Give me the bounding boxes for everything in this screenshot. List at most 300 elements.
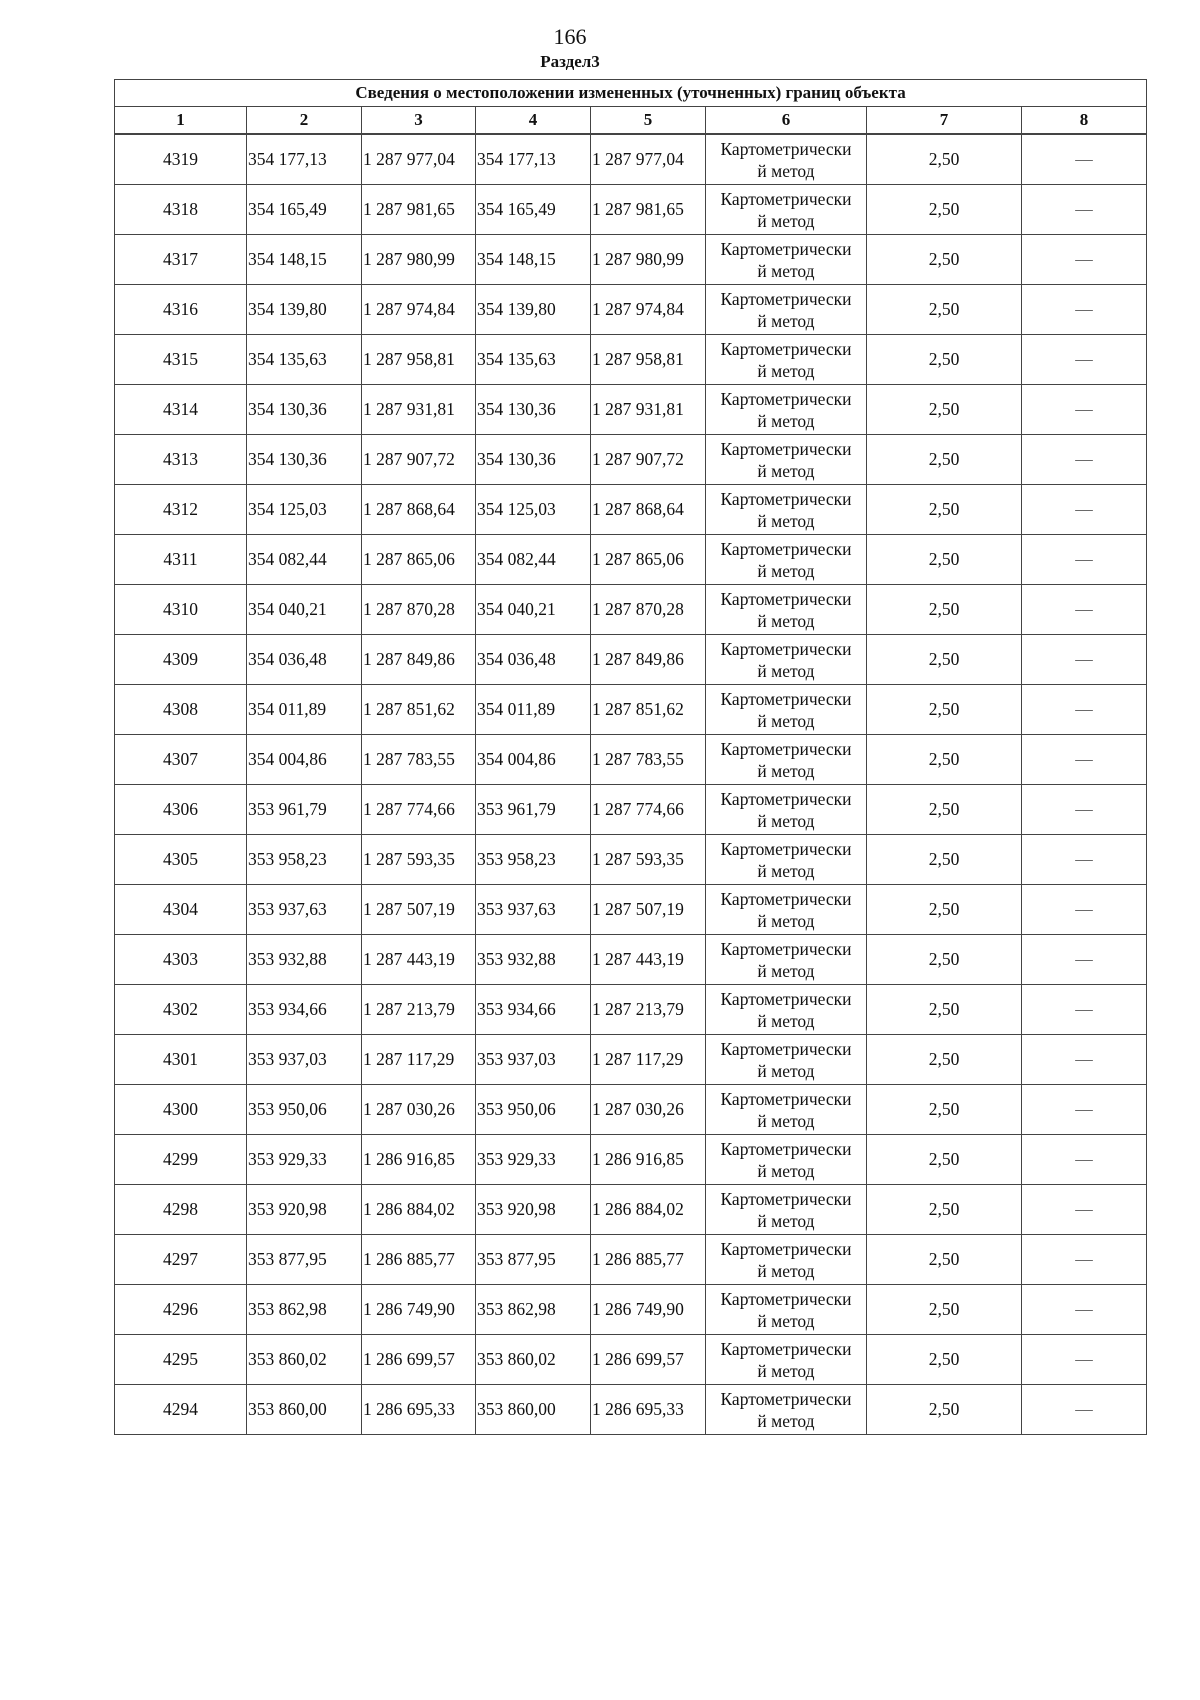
method-line-1: Картометрически [720, 938, 852, 959]
y-refined-cell: 1 287 507,19 [591, 885, 706, 935]
accuracy-cell: 2,50 [867, 835, 1022, 885]
column-number: 3 [362, 107, 476, 135]
x-refined-cell: 354 130,36 [476, 385, 591, 435]
point-number-cell: 4310 [115, 585, 247, 635]
accuracy-cell: 2,50 [867, 685, 1022, 735]
accuracy-cell: 2,50 [867, 1035, 1022, 1085]
method-line-2: й метод [757, 160, 815, 181]
method-line-2: й метод [757, 310, 815, 331]
method-line-1: Картометрически [720, 1088, 852, 1109]
y-existing-cell: 1 287 851,62 [362, 685, 476, 735]
method-line-1: Картометрически [720, 738, 852, 759]
note-cell: — [1022, 1335, 1147, 1385]
method-line-1: Картометрически [720, 788, 852, 809]
note-cell: — [1022, 835, 1147, 885]
y-existing-cell: 1 287 030,26 [362, 1085, 476, 1135]
note-cell: — [1022, 585, 1147, 635]
note-cell: — [1022, 435, 1147, 485]
method-line-1: Картометрически [720, 188, 852, 209]
method-line-2: й метод [757, 810, 815, 831]
x-refined-cell: 354 036,48 [476, 635, 591, 685]
column-number: 1 [115, 107, 247, 135]
y-refined-cell: 1 286 749,90 [591, 1285, 706, 1335]
table-row [115, 885, 1147, 935]
method-line-2: й метод [757, 1010, 815, 1031]
method-cell [706, 134, 867, 185]
point-number-cell: 4298 [115, 1185, 247, 1235]
method-cell [706, 1385, 867, 1435]
point-number-cell: 4295 [115, 1335, 247, 1385]
column-number: 8 [1022, 107, 1147, 135]
column-number: 4 [476, 107, 591, 135]
y-refined-cell: 1 287 213,79 [591, 985, 706, 1035]
x-refined-cell: 353 958,23 [476, 835, 591, 885]
note-cell: — [1022, 134, 1147, 185]
y-existing-cell: 1 287 977,04 [362, 134, 476, 185]
y-refined-cell: 1 287 117,29 [591, 1035, 706, 1085]
y-refined-cell: 1 287 851,62 [591, 685, 706, 735]
column-number: 5 [591, 107, 706, 135]
y-existing-cell: 1 286 695,33 [362, 1385, 476, 1435]
x-existing-cell: 354 148,15 [247, 235, 362, 285]
method-line-2: й метод [757, 260, 815, 281]
x-existing-cell: 353 937,03 [247, 1035, 362, 1085]
y-existing-cell: 1 287 907,72 [362, 435, 476, 485]
y-existing-cell: 1 287 870,28 [362, 585, 476, 635]
note-cell: — [1022, 285, 1147, 335]
y-refined-cell: 1 287 593,35 [591, 835, 706, 885]
note-cell: — [1022, 1085, 1147, 1135]
note-cell: — [1022, 1185, 1147, 1235]
method-line-1: Картометрически [720, 1388, 852, 1409]
method-cell [706, 385, 867, 435]
method-cell [706, 1035, 867, 1085]
y-existing-cell: 1 286 885,77 [362, 1235, 476, 1285]
y-refined-cell: 1 287 774,66 [591, 785, 706, 835]
method-line-2: й метод [757, 760, 815, 781]
accuracy-cell: 2,50 [867, 235, 1022, 285]
table-row [115, 535, 1147, 585]
x-refined-cell: 354 082,44 [476, 535, 591, 585]
point-number-cell: 4304 [115, 885, 247, 935]
method-cell [706, 735, 867, 785]
note-cell: — [1022, 685, 1147, 735]
table-row [115, 134, 1147, 185]
y-refined-cell: 1 287 783,55 [591, 735, 706, 785]
method-line-2: й метод [757, 560, 815, 581]
point-number-cell: 4303 [115, 935, 247, 985]
method-cell [706, 185, 867, 235]
note-cell: — [1022, 985, 1147, 1035]
method-cell [706, 1335, 867, 1385]
method-line-2: й метод [757, 510, 815, 531]
method-cell [706, 1235, 867, 1285]
method-line-1: Картометрически [720, 638, 852, 659]
note-cell: — [1022, 385, 1147, 435]
x-existing-cell: 353 961,79 [247, 785, 362, 835]
method-line-1: Картометрически [720, 538, 852, 559]
point-number-cell: 4301 [115, 1035, 247, 1085]
note-cell: — [1022, 735, 1147, 785]
x-existing-cell: 353 860,02 [247, 1335, 362, 1385]
table-row [115, 1135, 1147, 1185]
method-line-2: й метод [757, 860, 815, 881]
point-number-cell: 4308 [115, 685, 247, 735]
y-refined-cell: 1 287 030,26 [591, 1085, 706, 1135]
y-existing-cell: 1 287 213,79 [362, 985, 476, 1035]
y-refined-cell: 1 287 958,81 [591, 335, 706, 385]
x-existing-cell: 354 082,44 [247, 535, 362, 585]
y-existing-cell: 1 287 931,81 [362, 385, 476, 435]
method-cell [706, 435, 867, 485]
y-existing-cell: 1 287 981,65 [362, 185, 476, 235]
note-cell: — [1022, 1135, 1147, 1185]
method-line-1: Картометрически [720, 438, 852, 459]
y-refined-cell: 1 287 868,64 [591, 485, 706, 535]
table-row [115, 685, 1147, 735]
note-cell: — [1022, 935, 1147, 985]
y-existing-cell: 1 286 699,57 [362, 1335, 476, 1385]
x-existing-cell: 354 036,48 [247, 635, 362, 685]
column-number: 7 [867, 107, 1022, 135]
x-existing-cell: 354 139,80 [247, 285, 362, 335]
method-cell [706, 685, 867, 735]
x-refined-cell: 353 920,98 [476, 1185, 591, 1235]
y-refined-cell: 1 287 907,72 [591, 435, 706, 485]
table-row [115, 1235, 1147, 1285]
point-number-cell: 4313 [115, 435, 247, 485]
x-existing-cell: 353 860,00 [247, 1385, 362, 1435]
method-cell [706, 935, 867, 985]
x-existing-cell: 353 932,88 [247, 935, 362, 985]
x-existing-cell: 354 165,49 [247, 185, 362, 235]
method-line-2: й метод [757, 660, 815, 681]
x-refined-cell: 354 011,89 [476, 685, 591, 735]
point-number-cell: 4311 [115, 535, 247, 585]
note-cell: — [1022, 635, 1147, 685]
y-refined-cell: 1 286 916,85 [591, 1135, 706, 1185]
y-refined-cell: 1 287 443,19 [591, 935, 706, 985]
x-refined-cell: 353 937,63 [476, 885, 591, 935]
x-existing-cell: 353 950,06 [247, 1085, 362, 1135]
method-line-1: Картометрически [720, 138, 852, 159]
x-existing-cell: 353 862,98 [247, 1285, 362, 1335]
table-caption: Сведения о местоположении измененных (уточненных) границ объекта [115, 80, 1147, 107]
method-line-1: Картометрически [720, 1038, 852, 1059]
table-row [115, 1285, 1147, 1335]
x-existing-cell: 354 135,63 [247, 335, 362, 385]
y-existing-cell: 1 287 593,35 [362, 835, 476, 885]
method-cell [706, 635, 867, 685]
method-line-2: й метод [757, 210, 815, 231]
accuracy-cell: 2,50 [867, 385, 1022, 435]
x-refined-cell: 353 932,88 [476, 935, 591, 985]
method-cell [706, 1285, 867, 1335]
note-cell: — [1022, 1035, 1147, 1085]
y-existing-cell: 1 287 974,84 [362, 285, 476, 335]
method-line-2: й метод [757, 910, 815, 931]
y-existing-cell: 1 286 884,02 [362, 1185, 476, 1235]
method-cell [706, 1135, 867, 1185]
accuracy-cell: 2,50 [867, 435, 1022, 485]
page-number: 166 [553, 24, 587, 49]
point-number-cell: 4314 [115, 385, 247, 435]
point-number-cell: 4302 [115, 985, 247, 1035]
method-cell [706, 885, 867, 935]
table-row [115, 935, 1147, 985]
method-line-1: Картометрически [720, 588, 852, 609]
note-cell: — [1022, 785, 1147, 835]
y-refined-cell: 1 287 977,04 [591, 134, 706, 185]
method-cell [706, 485, 867, 535]
accuracy-cell: 2,50 [867, 885, 1022, 935]
x-refined-cell: 353 860,00 [476, 1385, 591, 1435]
point-number-cell: 4309 [115, 635, 247, 685]
method-line-1: Картометрически [720, 988, 852, 1009]
method-line-2: й метод [757, 410, 815, 431]
x-refined-cell: 354 125,03 [476, 485, 591, 535]
table-row [115, 1035, 1147, 1085]
table-row [115, 785, 1147, 835]
accuracy-cell: 2,50 [867, 335, 1022, 385]
x-refined-cell: 353 950,06 [476, 1085, 591, 1135]
method-line-1: Картометрически [720, 688, 852, 709]
table-row [115, 185, 1147, 235]
method-line-2: й метод [757, 1410, 815, 1431]
accuracy-cell: 2,50 [867, 1085, 1022, 1135]
table-row [115, 985, 1147, 1035]
method-cell [706, 1085, 867, 1135]
note-cell: — [1022, 1385, 1147, 1435]
y-existing-cell: 1 287 507,19 [362, 885, 476, 935]
x-existing-cell: 354 130,36 [247, 435, 362, 485]
x-existing-cell: 353 920,98 [247, 1185, 362, 1235]
x-refined-cell: 354 139,80 [476, 285, 591, 335]
point-number-cell: 4306 [115, 785, 247, 835]
x-existing-cell: 353 937,63 [247, 885, 362, 935]
x-refined-cell: 354 004,86 [476, 735, 591, 785]
y-existing-cell: 1 287 868,64 [362, 485, 476, 535]
y-existing-cell: 1 287 958,81 [362, 335, 476, 385]
table-row [115, 235, 1147, 285]
point-number-cell: 4319 [115, 134, 247, 185]
x-refined-cell: 354 177,13 [476, 134, 591, 185]
point-number-cell: 4296 [115, 1285, 247, 1335]
y-existing-cell: 1 286 916,85 [362, 1135, 476, 1185]
x-existing-cell: 353 958,23 [247, 835, 362, 885]
accuracy-cell: 2,50 [867, 185, 1022, 235]
method-line-2: й метод [757, 460, 815, 481]
y-refined-cell: 1 286 885,77 [591, 1235, 706, 1285]
method-line-2: й метод [757, 1210, 815, 1231]
method-line-1: Картометрически [720, 1288, 852, 1309]
method-line-2: й метод [757, 710, 815, 731]
x-refined-cell: 354 148,15 [476, 235, 591, 285]
method-cell [706, 335, 867, 385]
method-line-2: й метод [757, 360, 815, 381]
x-refined-cell: 354 130,36 [476, 435, 591, 485]
x-existing-cell: 354 004,86 [247, 735, 362, 785]
x-existing-cell: 354 125,03 [247, 485, 362, 535]
y-refined-cell: 1 287 974,84 [591, 285, 706, 335]
method-line-2: й метод [757, 1310, 815, 1331]
y-existing-cell: 1 287 783,55 [362, 735, 476, 785]
y-refined-cell: 1 286 884,02 [591, 1185, 706, 1235]
y-existing-cell: 1 287 443,19 [362, 935, 476, 985]
accuracy-cell: 2,50 [867, 985, 1022, 1035]
method-line-1: Картометрически [720, 488, 852, 509]
point-number-cell: 4317 [115, 235, 247, 285]
method-line-1: Картометрически [720, 1138, 852, 1159]
x-existing-cell: 354 130,36 [247, 385, 362, 435]
table-row [115, 1335, 1147, 1385]
table-row [115, 335, 1147, 385]
method-line-1: Картометрически [720, 338, 852, 359]
table-row [115, 1185, 1147, 1235]
point-number-cell: 4312 [115, 485, 247, 535]
method-cell [706, 985, 867, 1035]
accuracy-cell: 2,50 [867, 1135, 1022, 1185]
method-line-2: й метод [757, 1060, 815, 1081]
table-row [115, 635, 1147, 685]
accuracy-cell: 2,50 [867, 1285, 1022, 1335]
x-existing-cell: 354 177,13 [247, 134, 362, 185]
method-line-1: Картометрически [720, 388, 852, 409]
point-number-cell: 4294 [115, 1385, 247, 1435]
table-row [115, 435, 1147, 485]
accuracy-cell: 2,50 [867, 735, 1022, 785]
y-existing-cell: 1 287 849,86 [362, 635, 476, 685]
note-cell: — [1022, 1285, 1147, 1335]
x-existing-cell: 354 011,89 [247, 685, 362, 735]
accuracy-cell: 2,50 [867, 1235, 1022, 1285]
section-title: Раздел3 [540, 52, 600, 71]
x-refined-cell: 353 937,03 [476, 1035, 591, 1085]
method-cell [706, 235, 867, 285]
table-row [115, 735, 1147, 785]
note-cell: — [1022, 885, 1147, 935]
note-cell: — [1022, 235, 1147, 285]
point-number-cell: 4316 [115, 285, 247, 335]
method-line-1: Картометрически [720, 238, 852, 259]
y-existing-cell: 1 287 980,99 [362, 235, 476, 285]
method-cell [706, 835, 867, 885]
point-number-cell: 4307 [115, 735, 247, 785]
method-line-2: й метод [757, 1260, 815, 1281]
table-row [115, 585, 1147, 635]
note-cell: — [1022, 335, 1147, 385]
method-line-2: й метод [757, 1160, 815, 1181]
table-body [115, 134, 1147, 1435]
y-existing-cell: 1 287 865,06 [362, 535, 476, 585]
column-number: 6 [706, 107, 867, 135]
x-refined-cell: 353 934,66 [476, 985, 591, 1035]
accuracy-cell: 2,50 [867, 585, 1022, 635]
method-line-2: й метод [757, 1360, 815, 1381]
y-refined-cell: 1 286 695,33 [591, 1385, 706, 1435]
x-refined-cell: 353 877,95 [476, 1235, 591, 1285]
x-refined-cell: 353 862,98 [476, 1285, 591, 1335]
method-line-1: Картометрически [720, 1188, 852, 1209]
y-refined-cell: 1 287 981,65 [591, 185, 706, 235]
accuracy-cell: 2,50 [867, 785, 1022, 835]
column-number: 2 [247, 107, 362, 135]
x-existing-cell: 353 934,66 [247, 985, 362, 1035]
point-number-cell: 4297 [115, 1235, 247, 1285]
table-row [115, 1085, 1147, 1135]
accuracy-cell: 2,50 [867, 935, 1022, 985]
method-cell [706, 585, 867, 635]
point-number-cell: 4318 [115, 185, 247, 235]
y-refined-cell: 1 286 699,57 [591, 1335, 706, 1385]
accuracy-cell: 2,50 [867, 134, 1022, 185]
y-existing-cell: 1 287 774,66 [362, 785, 476, 835]
method-line-1: Картометрически [720, 1338, 852, 1359]
y-refined-cell: 1 287 849,86 [591, 635, 706, 685]
point-number-cell: 4300 [115, 1085, 247, 1135]
method-line-2: й метод [757, 1110, 815, 1131]
point-number-cell: 4299 [115, 1135, 247, 1185]
table-row [115, 485, 1147, 535]
x-refined-cell: 354 165,49 [476, 185, 591, 235]
x-refined-cell: 354 135,63 [476, 335, 591, 385]
y-refined-cell: 1 287 865,06 [591, 535, 706, 585]
method-line-1: Картометрически [720, 1238, 852, 1259]
note-cell: — [1022, 1235, 1147, 1285]
table-row [115, 285, 1147, 335]
x-refined-cell: 353 929,33 [476, 1135, 591, 1185]
point-number-cell: 4305 [115, 835, 247, 885]
table-row [115, 1385, 1147, 1435]
method-cell [706, 535, 867, 585]
table-row [115, 835, 1147, 885]
method-cell [706, 285, 867, 335]
method-cell [706, 1185, 867, 1235]
x-existing-cell: 353 877,95 [247, 1235, 362, 1285]
accuracy-cell: 2,50 [867, 285, 1022, 335]
x-refined-cell: 353 961,79 [476, 785, 591, 835]
y-existing-cell: 1 287 117,29 [362, 1035, 476, 1085]
method-line-1: Картометрически [720, 888, 852, 909]
point-number-cell: 4315 [115, 335, 247, 385]
x-refined-cell: 354 040,21 [476, 585, 591, 635]
accuracy-cell: 2,50 [867, 1335, 1022, 1385]
method-cell [706, 785, 867, 835]
note-cell: — [1022, 535, 1147, 585]
y-refined-cell: 1 287 870,28 [591, 585, 706, 635]
method-line-1: Картометрически [720, 288, 852, 309]
y-refined-cell: 1 287 980,99 [591, 235, 706, 285]
x-existing-cell: 353 929,33 [247, 1135, 362, 1185]
table-row [115, 385, 1147, 435]
accuracy-cell: 2,50 [867, 1185, 1022, 1235]
column-number-row [115, 107, 1147, 135]
y-refined-cell: 1 287 931,81 [591, 385, 706, 435]
y-existing-cell: 1 286 749,90 [362, 1285, 476, 1335]
accuracy-cell: 2,50 [867, 535, 1022, 585]
accuracy-cell: 2,50 [867, 1385, 1022, 1435]
method-line-2: й метод [757, 960, 815, 981]
note-cell: — [1022, 185, 1147, 235]
x-refined-cell: 353 860,02 [476, 1335, 591, 1385]
x-existing-cell: 354 040,21 [247, 585, 362, 635]
note-cell: — [1022, 485, 1147, 535]
boundary-coordinates-table [114, 79, 1147, 1435]
accuracy-cell: 2,50 [867, 635, 1022, 685]
method-line-2: й метод [757, 610, 815, 631]
method-line-1: Картометрически [720, 838, 852, 859]
accuracy-cell: 2,50 [867, 485, 1022, 535]
